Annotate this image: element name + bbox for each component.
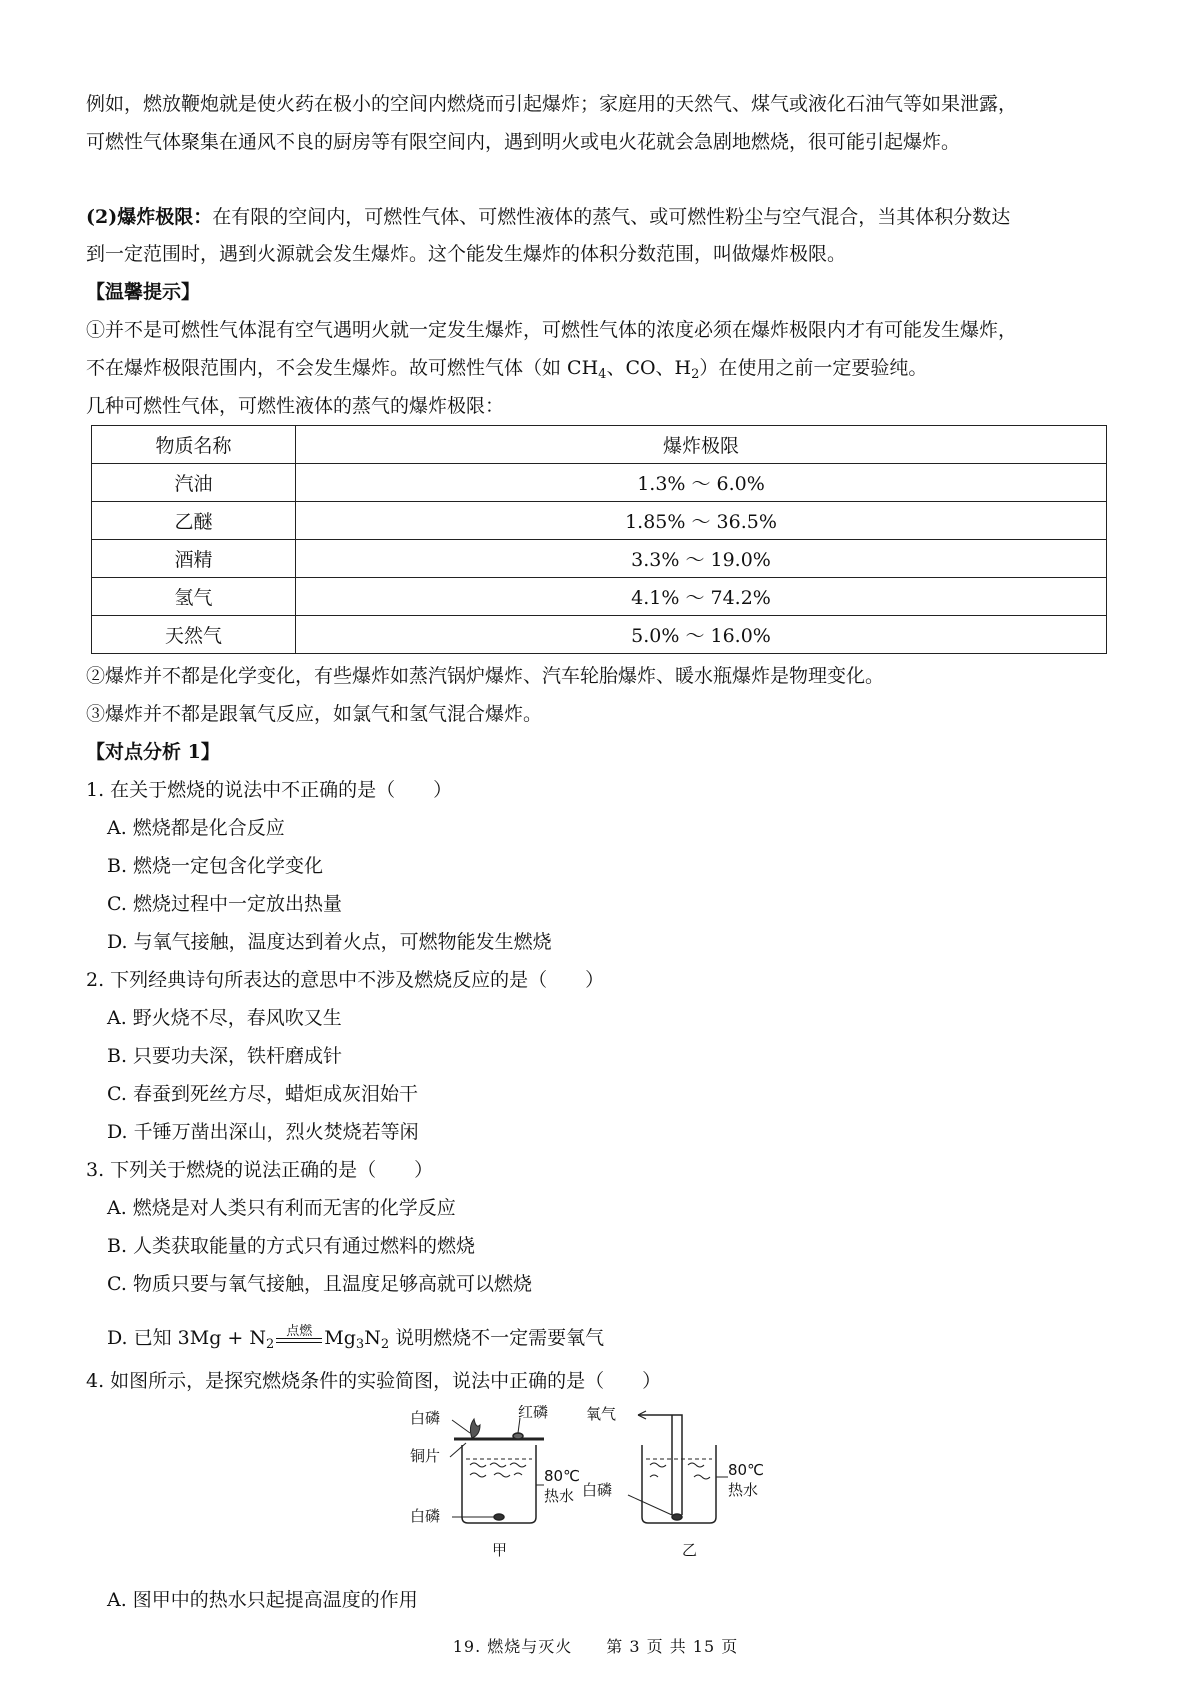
question-3-option-d [107, 1324, 604, 1355]
table-cell: 氢气 [92, 578, 296, 616]
table-row [92, 616, 1107, 654]
label-white-phosphorus-bottom: 白磷 [410, 1507, 441, 1525]
oxygen-tube [638, 1415, 682, 1515]
beaker-right [638, 1411, 716, 1523]
equals-bar [276, 1338, 322, 1339]
table-row [92, 464, 1107, 502]
flame-icon [470, 1419, 480, 1438]
table-cell: 5.0% ～ 16.0% [296, 616, 1107, 654]
tip-point-3: ③爆炸并不都是跟氧气反应，如氯气和氢气混合爆炸。 [86, 703, 543, 725]
table-cell: 天然气 [92, 616, 296, 654]
question-1-option-c: C. 燃烧过程中一定放出热量 [107, 893, 342, 915]
white-phosphorus-underwater [494, 1514, 504, 1520]
question-3-option-a: A. 燃烧是对人类只有利而无害的化学反应 [107, 1197, 456, 1219]
table-row [92, 502, 1107, 540]
water-waves-left [470, 1463, 526, 1467]
question-4-stem: 4. 如图所示，是探究燃烧条件的实验简图，说法中正确的是（ ） [86, 1370, 662, 1392]
water-waves-left [470, 1473, 522, 1477]
tip-text-b: 、CO、H [606, 357, 692, 379]
red-phosphorus [513, 1433, 523, 1439]
leader-lines-right [628, 1477, 728, 1515]
table-header-substance: 物质名称 [92, 426, 296, 464]
beaker-left [454, 1419, 544, 1523]
question-1-option-b: B. 燃烧一定包含化学变化 [107, 855, 324, 877]
question-4-option-a: A. 图甲中的热水只起提高温度的作用 [107, 1589, 418, 1611]
reaction-arrow [276, 1326, 322, 1352]
label-right-temperature: 80℃ [728, 1461, 764, 1479]
page-footer: 19. 燃烧与灭火 第 3 页 共 15 页 [452, 1637, 739, 1656]
tip-heading: 【温馨提示】 [86, 281, 201, 303]
question-2-option-d: D. 千锤万凿出深山，烈火焚烧若等闲 [107, 1121, 419, 1143]
subscript: 2 [266, 1337, 275, 1352]
table-header-limit: 爆炸极限 [296, 426, 1107, 464]
experiment-figure [410, 1405, 790, 1575]
explosion-limit-text-1: 在有限的空间内，可燃性气体、可燃性液体的蒸气、或可燃性粉尘与空气混合，当其体积分数达 [212, 206, 1011, 228]
reaction-condition: 点燃 [286, 1324, 313, 1339]
label-copper-plate: 铜片 [410, 1447, 441, 1465]
water-waves-right [650, 1475, 710, 1479]
example-line-2: 可燃性气体聚集在通风不良的厨房等有限空间内，遇到明火或电火花就会急剧地燃烧，很可能引起爆炸。 [86, 131, 961, 153]
leader-lines-left [450, 1418, 544, 1517]
table-row [92, 540, 1107, 578]
white-phosphorus-right [672, 1514, 682, 1520]
question-1-option-a: A. 燃烧都是化合反应 [107, 817, 285, 839]
table-cell: 汽油 [92, 464, 296, 502]
equation-text: N [364, 1327, 381, 1349]
question-3-stem: 3. 下列关于燃烧的说法正确的是（ ） [86, 1159, 434, 1181]
table-caption: 几种可燃性气体，可燃性液体的蒸气的爆炸极限： [86, 395, 505, 417]
example-line-1: 例如，燃放鞭炮就是使火药在极小的空间内燃烧而引起爆炸；家庭用的天然气、煤气或液化石油气等如果泄露， [86, 93, 1018, 115]
label-left-hot-water: 热水 [544, 1487, 575, 1505]
tip-text-c: ）在使用之前一定要验纯。 [699, 357, 928, 379]
label-white-phosphorus-right: 白磷 [582, 1481, 613, 1499]
question-2-option-a: A. 野火烧不尽，春风吹又生 [107, 1007, 342, 1029]
caption-yi: 乙 [682, 1541, 698, 1559]
explosion-limit-line-2: 到一定范围时，遇到火源就会发生爆炸。这个能发生爆炸的体积分数范围，叫做爆炸极限。 [86, 243, 847, 265]
question-3-option-c: C. 物质只要与氧气接触，且温度足够高就可以燃烧 [107, 1273, 532, 1295]
label-right-hot-water: 热水 [728, 1481, 759, 1499]
equation-text: 说明燃烧不一定需要氧气 [389, 1327, 605, 1349]
water-waves-right [650, 1463, 704, 1467]
equation-text: Mg [324, 1327, 356, 1349]
question-1-stem: 1. 在关于燃烧的说法中不正确的是（ ） [86, 779, 453, 801]
subscript: 2 [380, 1337, 390, 1352]
subscript: 2 [691, 367, 700, 382]
tip-point-1-line-1: ①并不是可燃性气体混有空气遇明火就一定发生爆炸，可燃性气体的浓度必须在爆炸极限内才有可能发生爆炸， [86, 319, 1018, 341]
label-red-phosphorus: 红磷 [518, 1405, 549, 1421]
table-cell: 1.85% ～ 36.5% [296, 502, 1107, 540]
question-1-option-d: D. 与氧气接触，温度达到着火点，可燃物能发生燃烧 [107, 931, 552, 953]
explosion-limit-table [91, 425, 1107, 654]
subscript: 4 [598, 367, 607, 382]
equals-bar [276, 1342, 322, 1343]
equation-text: D. 已知 3Mg + N [107, 1327, 267, 1349]
question-2-option-c: C. 春蚕到死丝方尽，蜡炬成灰泪始干 [107, 1083, 418, 1105]
beaker-left-body [462, 1445, 536, 1523]
table-cell: 3.3% ～ 19.0% [296, 540, 1107, 578]
table-cell: 1.3% ～ 6.0% [296, 464, 1107, 502]
table-header-row [92, 426, 1107, 464]
analysis-heading: 【对点分析 1】 [86, 741, 220, 763]
label-oxygen: 氧气 [586, 1405, 617, 1423]
caption-jia: 甲 [492, 1541, 508, 1559]
table-row [92, 578, 1107, 616]
label-left-temperature: 80℃ [544, 1467, 580, 1485]
explosion-limit-title: (2)爆炸极限： [86, 206, 213, 228]
table-cell: 乙醚 [92, 502, 296, 540]
tip-point-2: ②爆炸并不都是化学变化，有些爆炸如蒸汽锅炉爆炸、汽车轮胎爆炸、暖水瓶爆炸是物理变化。 [86, 665, 885, 687]
subscript: 3 [355, 1337, 365, 1352]
question-2-option-b: B. 只要功夫深，铁杆磨成针 [107, 1045, 343, 1067]
table-cell: 酒精 [92, 540, 296, 578]
question-3-option-b: B. 人类获取能量的方式只有通过燃料的燃烧 [107, 1235, 476, 1257]
explosion-limit-line-1 [86, 203, 1010, 231]
tip-point-1-line-2 [86, 354, 927, 385]
tip-text-a: 不在爆炸极限范围内，不会发生爆炸。故可燃性气体（如 CH [86, 357, 599, 379]
table-cell: 4.1% ～ 74.2% [296, 578, 1107, 616]
question-2-stem: 2. 下列经典诗句所表达的意思中不涉及燃烧反应的是（ ） [86, 969, 605, 991]
label-white-phosphorus-top: 白磷 [410, 1409, 441, 1427]
beaker-right-body [642, 1445, 716, 1523]
